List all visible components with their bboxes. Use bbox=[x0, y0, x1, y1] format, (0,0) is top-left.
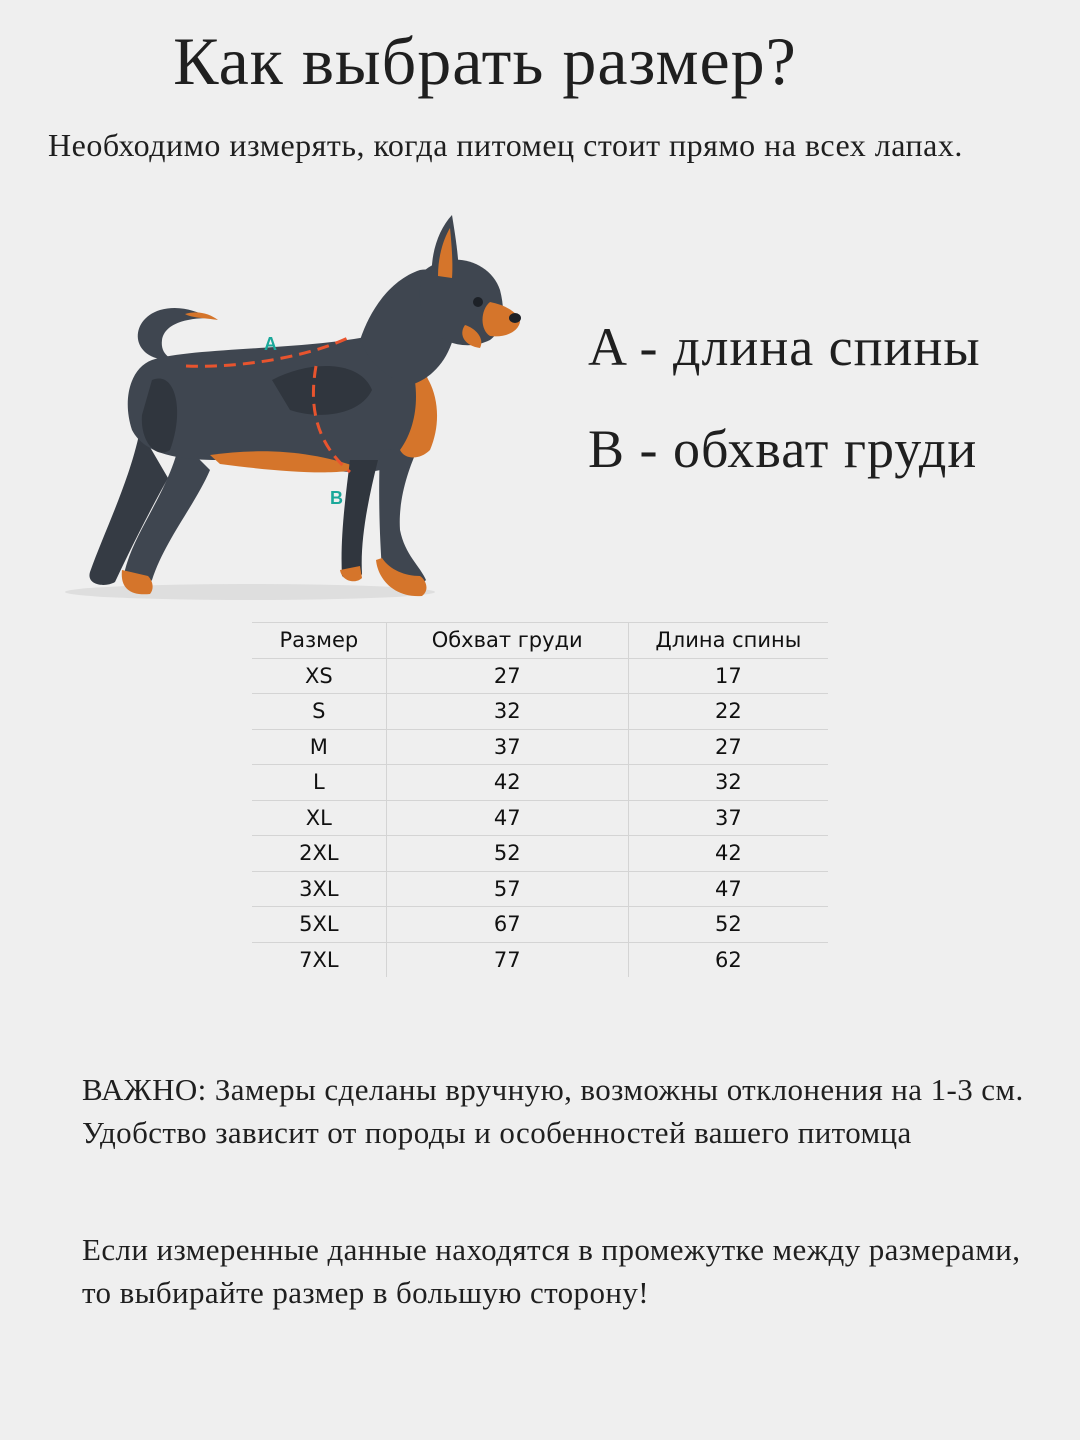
dog-front-leg-far bbox=[342, 460, 378, 580]
cell-back: 42 bbox=[628, 836, 828, 872]
table-row bbox=[252, 658, 828, 694]
cell-chest: 77 bbox=[386, 942, 628, 977]
table-row bbox=[252, 800, 828, 836]
page-title: Как выбрать размер? bbox=[173, 23, 797, 99]
cell-size: 2XL bbox=[252, 836, 386, 872]
dog-measurement-diagram bbox=[60, 210, 530, 610]
cell-chest: 52 bbox=[386, 836, 628, 872]
intro-text: Необходимо измерять, когда питомец стоит прямо на всех лапах. bbox=[48, 127, 963, 163]
legend-back-length: A - длина спины bbox=[588, 317, 981, 377]
table-row bbox=[252, 694, 828, 730]
cell-size: 3XL bbox=[252, 871, 386, 907]
header-back-length: Длина спины bbox=[628, 623, 828, 659]
cell-chest: 27 bbox=[386, 658, 628, 694]
important-note: ВАЖНО: Замеры сделаны вручную, возможны отклонения на 1-3 см. Удобство зависит от породы и особенностей вашего питомца bbox=[82, 1072, 1024, 1150]
table-row bbox=[252, 836, 828, 872]
cell-chest: 42 bbox=[386, 765, 628, 801]
cell-back: 27 bbox=[628, 729, 828, 765]
table-row bbox=[252, 729, 828, 765]
cell-back: 52 bbox=[628, 907, 828, 943]
cell-back: 47 bbox=[628, 871, 828, 907]
cell-chest: 67 bbox=[386, 907, 628, 943]
cell-size: S bbox=[252, 694, 386, 730]
header-chest-girth: Обхват груди bbox=[386, 623, 628, 659]
cell-chest: 32 bbox=[386, 694, 628, 730]
cell-back: 32 bbox=[628, 765, 828, 801]
legend-chest-girth: B - обхват груди bbox=[588, 419, 978, 479]
table-header-row bbox=[252, 623, 828, 659]
size-advice-note: Если измеренные данные находятся в промежутке между размерами, то выбирайте размер в большую сторону! bbox=[82, 1232, 1021, 1310]
cell-size: L bbox=[252, 765, 386, 801]
header-size: Размер bbox=[252, 623, 386, 659]
dog-nose bbox=[509, 313, 521, 323]
cell-size: XL bbox=[252, 800, 386, 836]
measure-a-label: A bbox=[264, 334, 277, 354]
cell-back: 37 bbox=[628, 800, 828, 836]
cell-size: M bbox=[252, 729, 386, 765]
cell-chest: 57 bbox=[386, 871, 628, 907]
table-row bbox=[252, 871, 828, 907]
table-row bbox=[252, 765, 828, 801]
cell-back: 22 bbox=[628, 694, 828, 730]
cell-back: 17 bbox=[628, 658, 828, 694]
cell-back: 62 bbox=[715, 947, 742, 972]
cell-chest: 37 bbox=[386, 729, 628, 765]
size-table bbox=[252, 622, 828, 977]
ground-shadow bbox=[65, 584, 435, 600]
cell-size: 7XL bbox=[252, 942, 386, 977]
table-row bbox=[252, 942, 828, 977]
cell-size: XS bbox=[252, 658, 386, 694]
cell-chest: 47 bbox=[386, 800, 628, 836]
measure-b-label: B bbox=[330, 488, 343, 508]
table-row bbox=[252, 907, 828, 943]
dog-eye bbox=[473, 297, 483, 307]
cell-size: 5XL bbox=[252, 907, 386, 943]
